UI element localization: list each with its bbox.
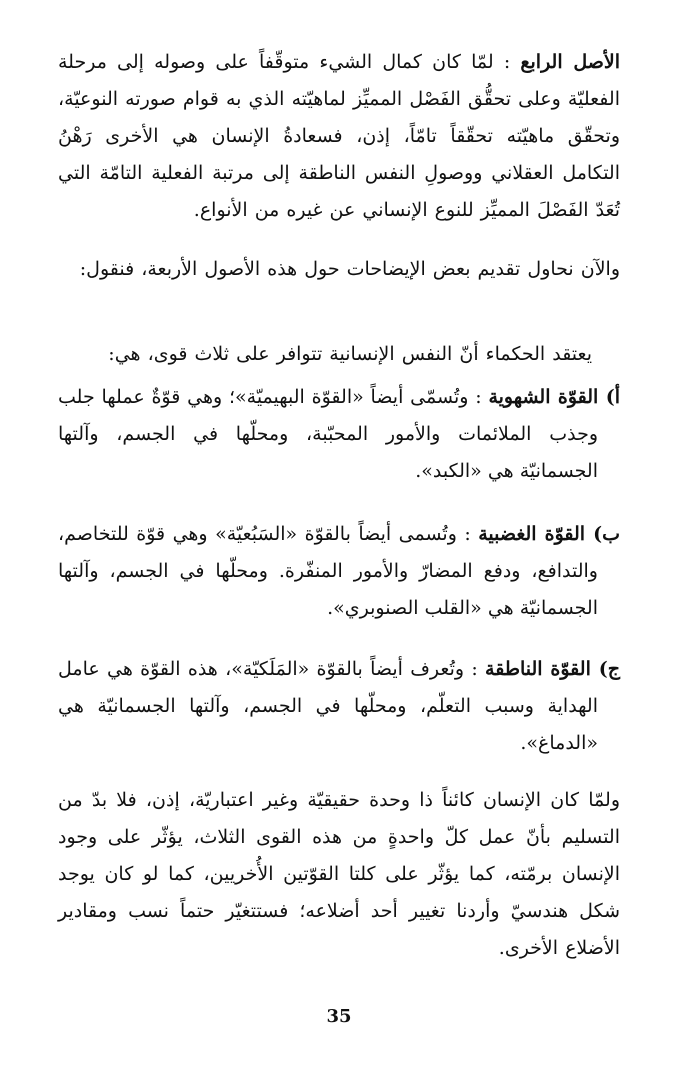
paragraph-intro: والآن نحاول تقديم بعض الإيضاحات حول هذه الأصول الأربعة، فنقول: [79, 258, 620, 280]
list-item-rational-faculty [58, 651, 620, 762]
paragraph-unity-of-human: ولمّا كان الإنسان كائناً ذا وحدة حقيقيّة وغير اعتباريّة، إذن، فلا بدّ من التسليم بأنّ عمل كلّ واحدةٍ من هذه القوى الثلاث، يؤثّر على وجود الإنسان برمّته، كما يؤثّر على كلتا القوّتين الأُخريين، كما لو كان يوجد شكل هندسيّ وأردنا تغيير أحد أضلاعه؛ فستتغيّر حتماً نسب ومقادير الأضلاع الأخرى. [58, 789, 620, 959]
page-number: 35 [326, 1006, 352, 1027]
list-item-heading: ج) القوّة الناطقة [485, 658, 620, 680]
paragraph-body: : لمّا كان كمال الشيء متوقّفاً على وصوله إلى مرحلة الفعليّة وعلى تحقُّق الفَصْل المميِّز لماهيّته الذي به قوام صورته النوعيّة، وتحقّق ماهيّته تحقّقاً تامّاً، إذن، فسعادةُ الإنسان هي الأخرى رَهْنُ التكامل العقلاني ووصولِ النفس الناطقة إلى مرتبة الفعلية التامّة التي تُعَدّ الفَصْلَ المميِّز للنوع الإنساني عن غيره من الأنواع. [58, 51, 620, 221]
list-item-heading: أ) القوّة الشهوية [488, 386, 620, 408]
paragraph-lead-heading: الأصل الرابع [520, 51, 620, 73]
list-item-body: : وتُسمى أيضاً بالقوّة «السَبُعيّة» وهي قوّة للتخاصم، والتدافع، ودفع المضارّ والأمور المنفّرة. ومحلّها في الجسم، وآلتها الجسمانيّة هي «القلب الصنوبري». [58, 523, 598, 619]
list-item-irascible-faculty [58, 516, 620, 627]
list-item-heading: ب) القوّة الغضبية [478, 523, 620, 545]
list-item-body: : وتُعرف أيضاً بالقوّة «المَلَكيّة»، هذه القوّة هي عامل الهداية وسبب التعلّم، ومحلّها في الجسم، وآلتها الجسمانيّة هي «الدماغ». [58, 658, 598, 754]
list-item-body: : وتُسمّى أيضاً «القوّة البهيميّة»؛ وهي قوّةٌ عملها جلب وجذب الملائمات والأمور المحبّبة، ومحلّها في الجسم، وآلتها الجسمانيّة هي «الكبد». [58, 386, 598, 482]
paragraph-fourth-principle [58, 44, 620, 229]
paragraph-three-faculties: يعتقد الحكماء أنّ النفس الإنسانية تتوافر على ثلاث قوى، هي: [108, 343, 592, 365]
list-item-appetitive-faculty [58, 379, 620, 490]
